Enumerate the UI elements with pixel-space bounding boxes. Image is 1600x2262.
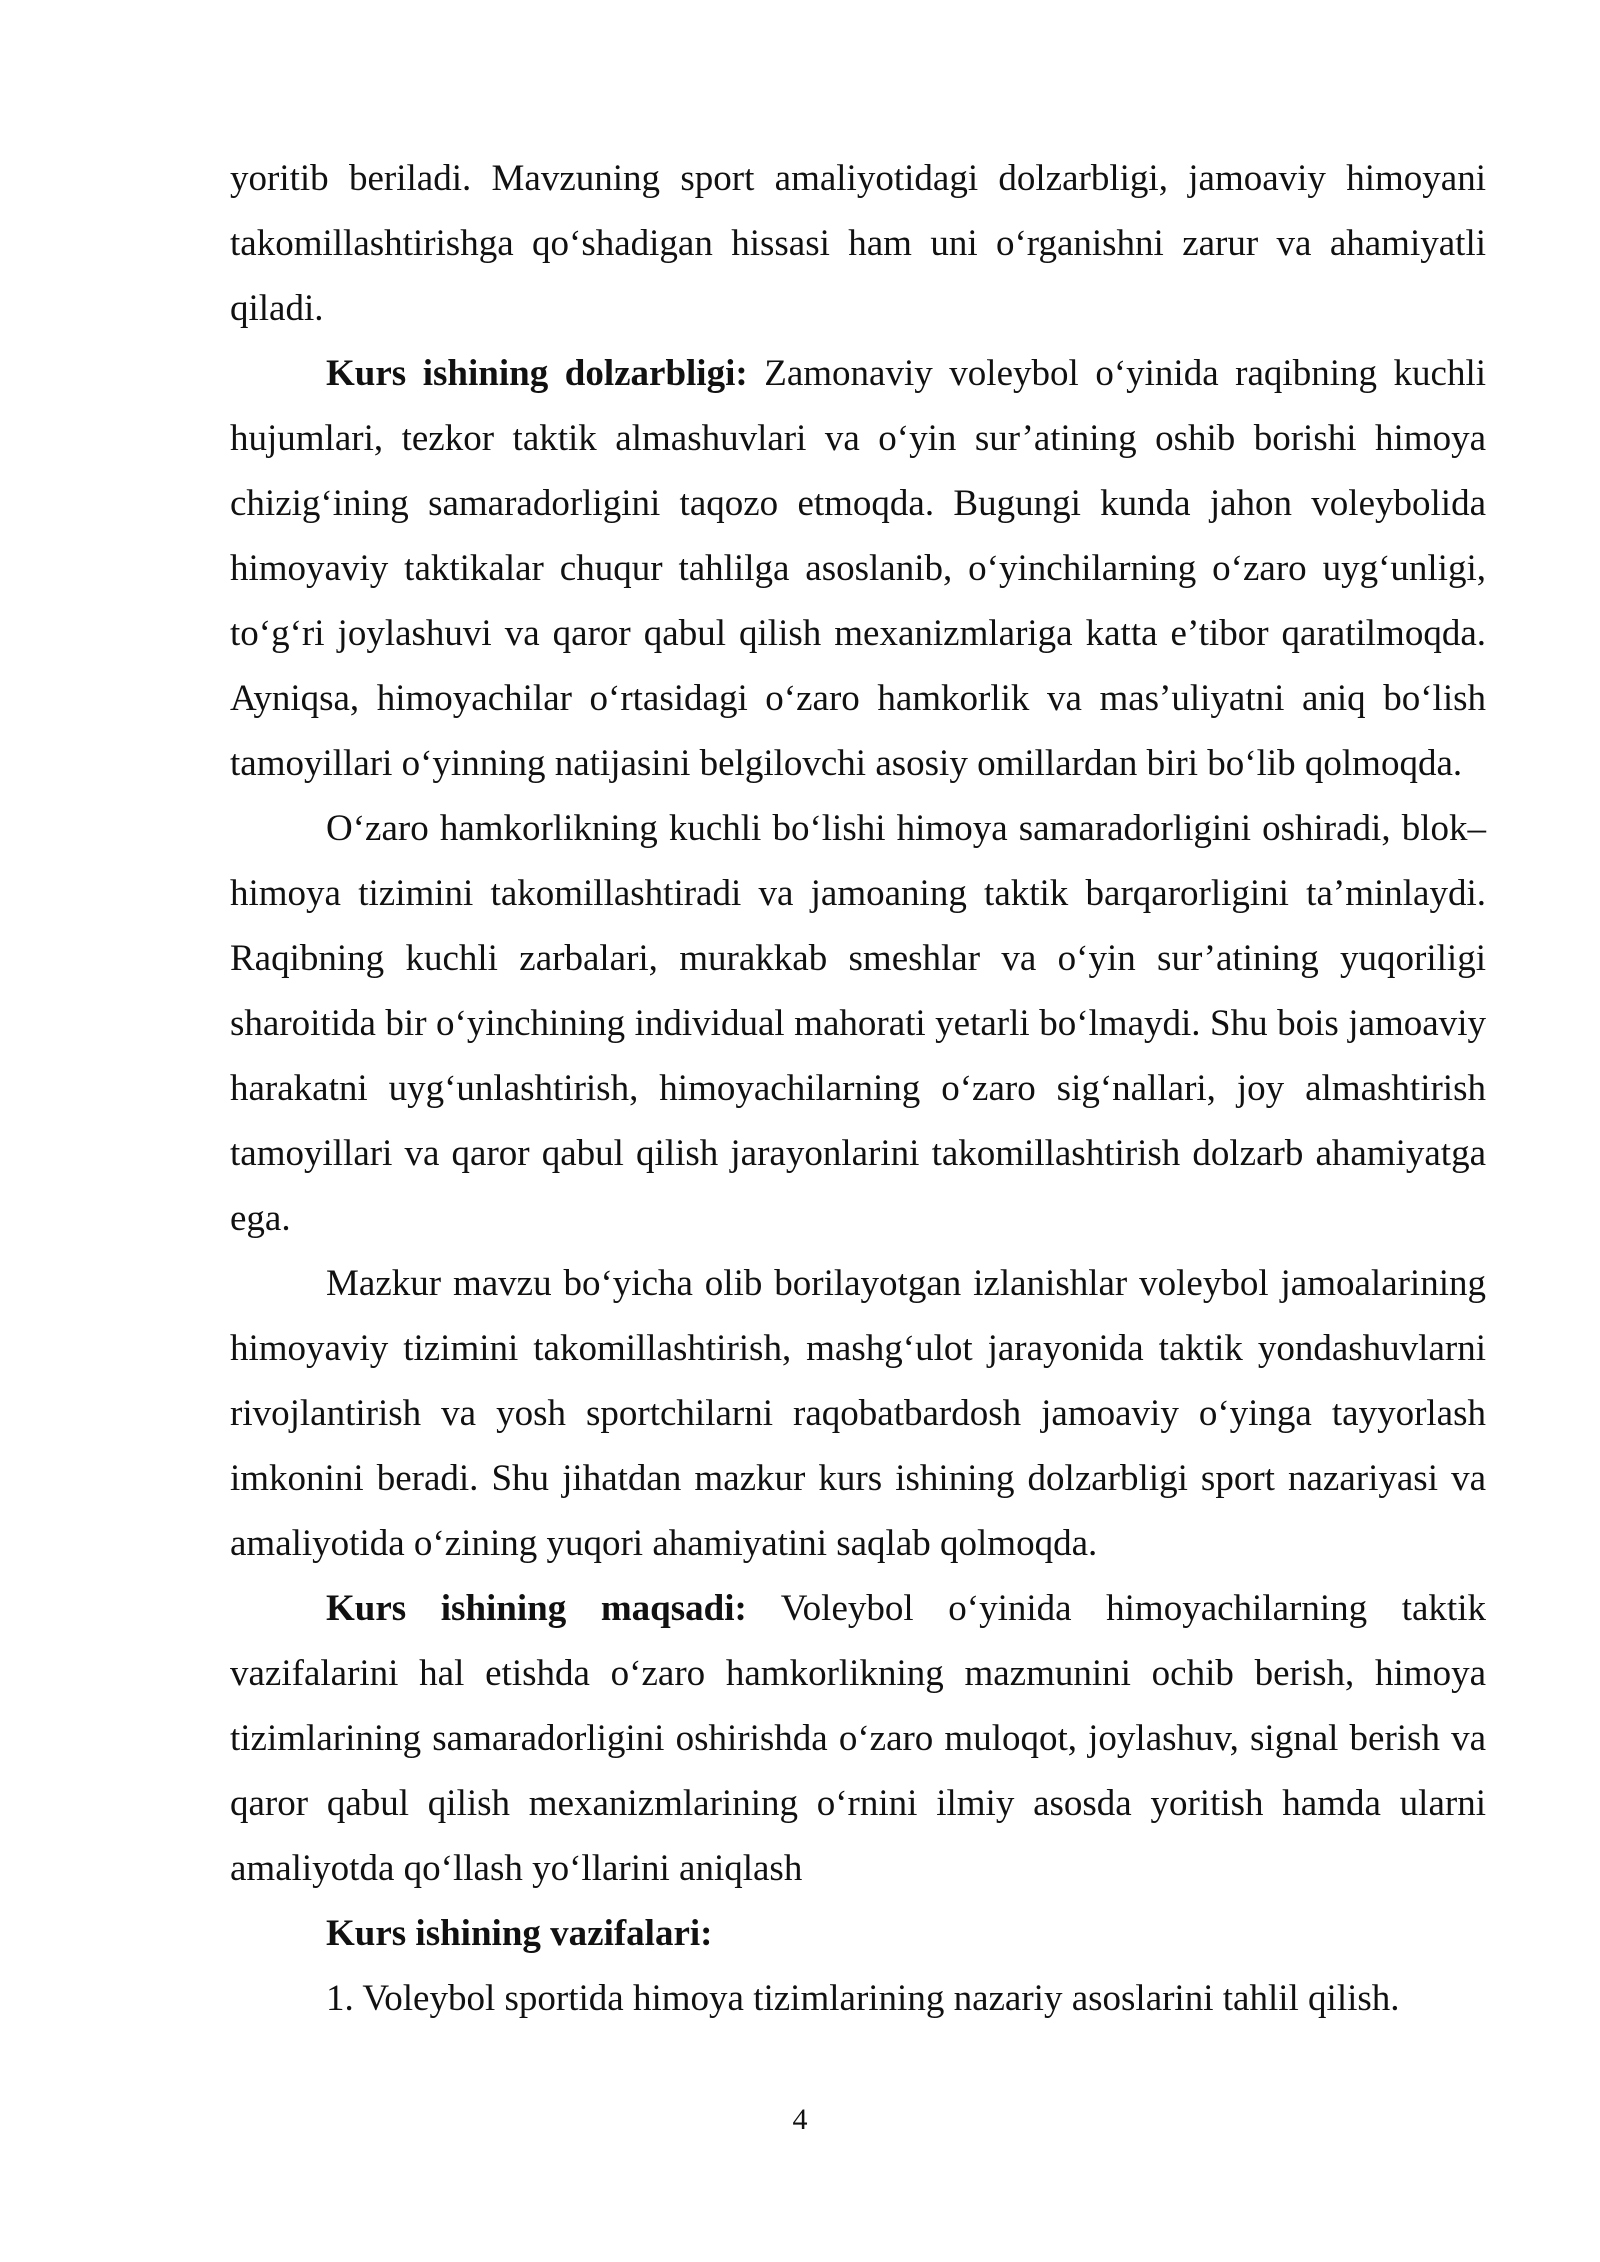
- task-item-1: [230, 1966, 1486, 2031]
- paragraph-goal: [230, 1576, 1486, 1901]
- paragraph-relevance: [230, 341, 1486, 796]
- paragraph-text: yoritib beriladi. Mavzuning sport amaliyotidagi dolzarbligi, jamoaviy himoyani takomillashtirishga qo‘shadigan hissasi ham uni o‘rganishni zarur va ahamiyatli qiladi.: [230, 158, 1486, 329]
- paragraph-lead-relevance: Kurs ishining dolzarbligi:: [326, 353, 748, 394]
- paragraph-text: Voleybol o‘yinida himoyachilarning taktik vazifalarini hal etishda o‘zaro hamkorlikning mazmunini ochib berish, himoya tizimlarining samaradorligini oshirishda o‘zaro muloqot, joylashuv, signal berish va qaror qabul qilish mexanizmlarining o‘rnini ilmiy asosda yoritish hamda ularni amaliyotda qo‘llash yo‘llarini aniqlash: [230, 1588, 1486, 1889]
- paragraph-lead-goal: Kurs ishining maqsadi:: [326, 1588, 747, 1629]
- paragraph-tasks-heading: [230, 1901, 1486, 1966]
- paragraph-text: Mazkur mavzu bo‘yicha olib borilayotgan izlanishlar voleybol jamoalarining himoyaviy tizimini takomillashtirish, mashg‘ulot jarayonida taktik yondashuvlarni rivojlantirish va yosh sportchilarni raqobatbardosh jamoaviy o‘yinga tayyorlash imkonini beradi. Shu jihatdan mazkur kurs ishining dolzarbligi sport nazariyasi va amaliyotida o‘zining yuqori ahamiyatini saqlab qolmoqda.: [230, 1263, 1486, 1564]
- paragraph-lead-tasks: Kurs ishining vazifalari:: [326, 1913, 713, 1954]
- page-number: 4: [792, 2103, 808, 2136]
- paragraph-text: Zamonaviy voleybol o‘yinida raqibning kuchli hujumlari, tezkor taktik almashuvlari va o‘yin sur’atining oshib borishi himoya chizig‘ining samaradorligini taqozo etmoqda. Bugungi kunda jahon voleybolida himoyaviy taktikalar chuqur tahlilga asoslanib, o‘yinchilarning o‘zaro uyg‘unligi, to‘g‘ri joylashuvi va qaror qabul qilish mexanizmlariga katta e’tibor qaratilmoqda. Ayniqsa, himoyachilar o‘rtasidagi o‘zaro hamkorlik va mas’uliyatni aniq bo‘lish tamoyillari o‘yinning natijasini belgilovchi asosiy omillardan biri bo‘lib qolmoqda.: [230, 353, 1486, 784]
- page-body: [230, 146, 1486, 2031]
- paragraph-research: [230, 1251, 1486, 1576]
- paragraph-text: 1. Voleybol sportida himoya tizimlarining nazariy asoslarini tahlil qilish.: [326, 1978, 1400, 2019]
- paragraph-cooperation: [230, 796, 1486, 1251]
- paragraph-text: O‘zaro hamkorlikning kuchli bo‘lishi himoya samaradorligini oshiradi, blok–himoya tizimini takomillashtiradi va jamoaning taktik barqarorligini ta’minlaydi. Raqibning kuchli zarbalari, murakkab smeshlar va o‘yin sur’atining yuqoriligi sharoitida bir o‘yinchining individual mahorati yetarli bo‘lmaydi. Shu bois jamoaviy harakatni uyg‘unlashtirish, himoyachilarning o‘zaro sig‘nallari, joy almashtirish tamoyillari va qaror qabul qilish jarayonlarini takomillashtirish dolzarb ahamiyatga ega.: [230, 808, 1486, 1239]
- paragraph-intro-continuation: [230, 146, 1486, 341]
